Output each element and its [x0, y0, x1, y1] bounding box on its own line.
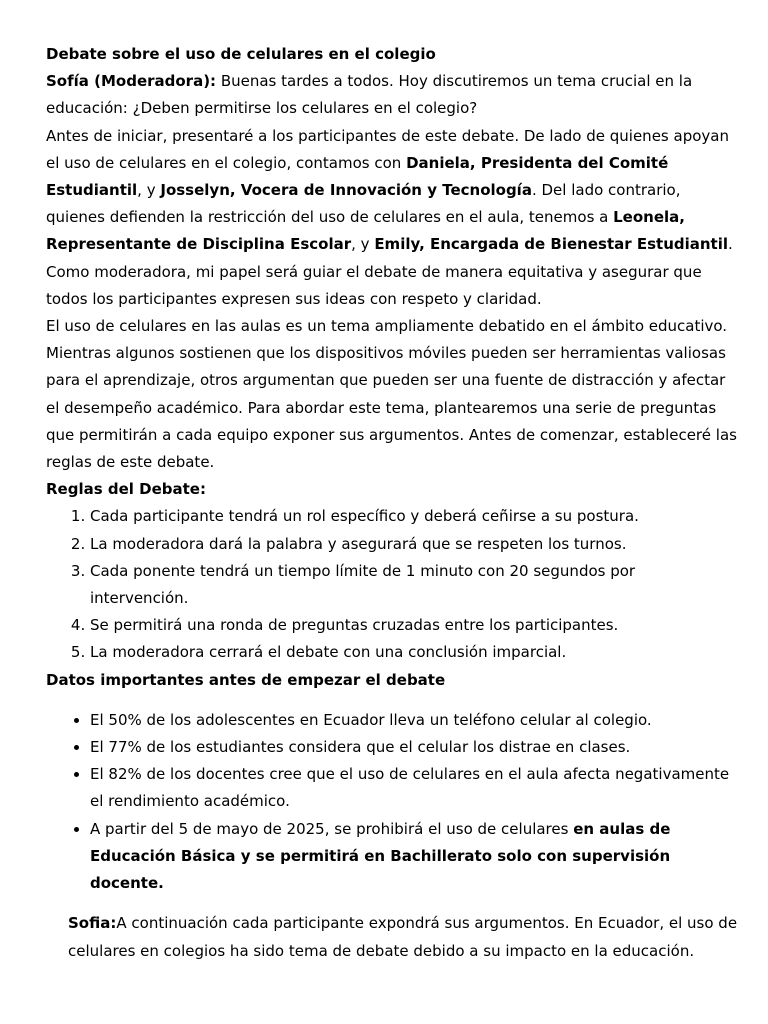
intro-text: Buenas tardes a todos. Hoy discutiremos un tema crucial en la educación: ¿Deben permitirse los celulares en el colegio? [46, 72, 693, 118]
participants-text: . Como moderadora, mi papel será guiar el debate de manera equitativa y asegurar que todos los participantes expresen sus ideas con respeto y claridad. [46, 235, 733, 308]
moderator-name: Sofía (Moderadora): [46, 72, 217, 91]
closing-paragraph [46, 910, 738, 964]
intro-paragraph [46, 68, 738, 122]
rules-heading: Reglas del Debate: [46, 480, 206, 499]
fact-text: A partir del 5 de mayo de 2025, se prohibirá el uso de celulares [90, 819, 574, 838]
fact-item: • El 82% de los docentes cree que el uso de celulares en el aula afecta negativamente el rendimiento académico. [90, 761, 738, 815]
document-title: Debate sobre el uso de celulares en el colegio [46, 45, 436, 63]
rule-item: 1. Cada participante tendrá un rol específico y deberá ceñirse a su postura. [90, 503, 738, 530]
closing-text: A continuación cada participante expondrá sus argumentos. En Ecuador, el uso de celulares en colegios ha sido tema de debate debido a su impacto en la educación. [68, 914, 738, 960]
rule-item: 4. Se permitirá una ronda de preguntas cruzadas entre los participantes. [90, 612, 738, 639]
participant-emily: Emily, Encargada de Bienestar Estudiantil [374, 235, 729, 254]
participants-text: Antes de iniciar, presentaré a los participantes de este debate. De lado de quienes apoyan el uso de celulares en el colegio, contamos con [46, 126, 729, 172]
rule-item: 2. La moderadora dará la palabra y asegurará que se respeten los turnos. [90, 531, 738, 558]
participant-leonela: Leonela, Representante de Disciplina Escolar [46, 208, 685, 254]
rules-list [46, 503, 738, 666]
fact-item [90, 816, 738, 898]
fact-item: • El 50% de los adolescentes en Ecuador lleva un teléfono celular al colegio. [90, 707, 738, 734]
fact-emphasis: en aulas de Educación Básica y se permitirá en Bachillerato solo con supervisión docente. [90, 819, 671, 893]
participants-paragraph [46, 123, 738, 313]
participants-text: , y [137, 181, 161, 200]
facts-list [46, 707, 738, 897]
participants-text: , y [351, 235, 375, 254]
context-paragraph: El uso de celulares en las aulas es un tema ampliamente debatido en el ámbito educativo. Mientras algunos sostienen que los dispositivos móviles pueden ser herramientas valiosas para el aprendizaje, otros argumentan que pueden ser una fuente de distracción y afectar el desempeño académico. Para abordar este tema, plantearemos una serie de preguntas que permitirán a cada equipo exponer sus argumentos. Antes de comenzar, estableceré las reglas de este debate. [46, 317, 737, 472]
facts-heading: Datos importantes antes de empezar el debate [46, 670, 446, 689]
participants-text: . Del lado contrario, quienes defienden la restricción del uso de celulares en el aula, tenemos a [46, 181, 681, 227]
rule-item: 3. Cada ponente tendrá un tiempo límite de 1 minuto con 20 segundos por intervención. [90, 558, 738, 612]
participant-josselyn: Josselyn, Vocera de Innovación y Tecnología [160, 181, 532, 200]
fact-item: • El 77% de los estudiantes considera que el celular los distrae en clases. [90, 734, 738, 761]
participant-daniela: Daniela, Presidenta del Comité Estudiantil [46, 153, 669, 200]
rule-item: 5. La moderadora cerrará el debate con una conclusión imparcial. [90, 639, 738, 666]
closing-speaker: Sofia: [68, 914, 117, 933]
